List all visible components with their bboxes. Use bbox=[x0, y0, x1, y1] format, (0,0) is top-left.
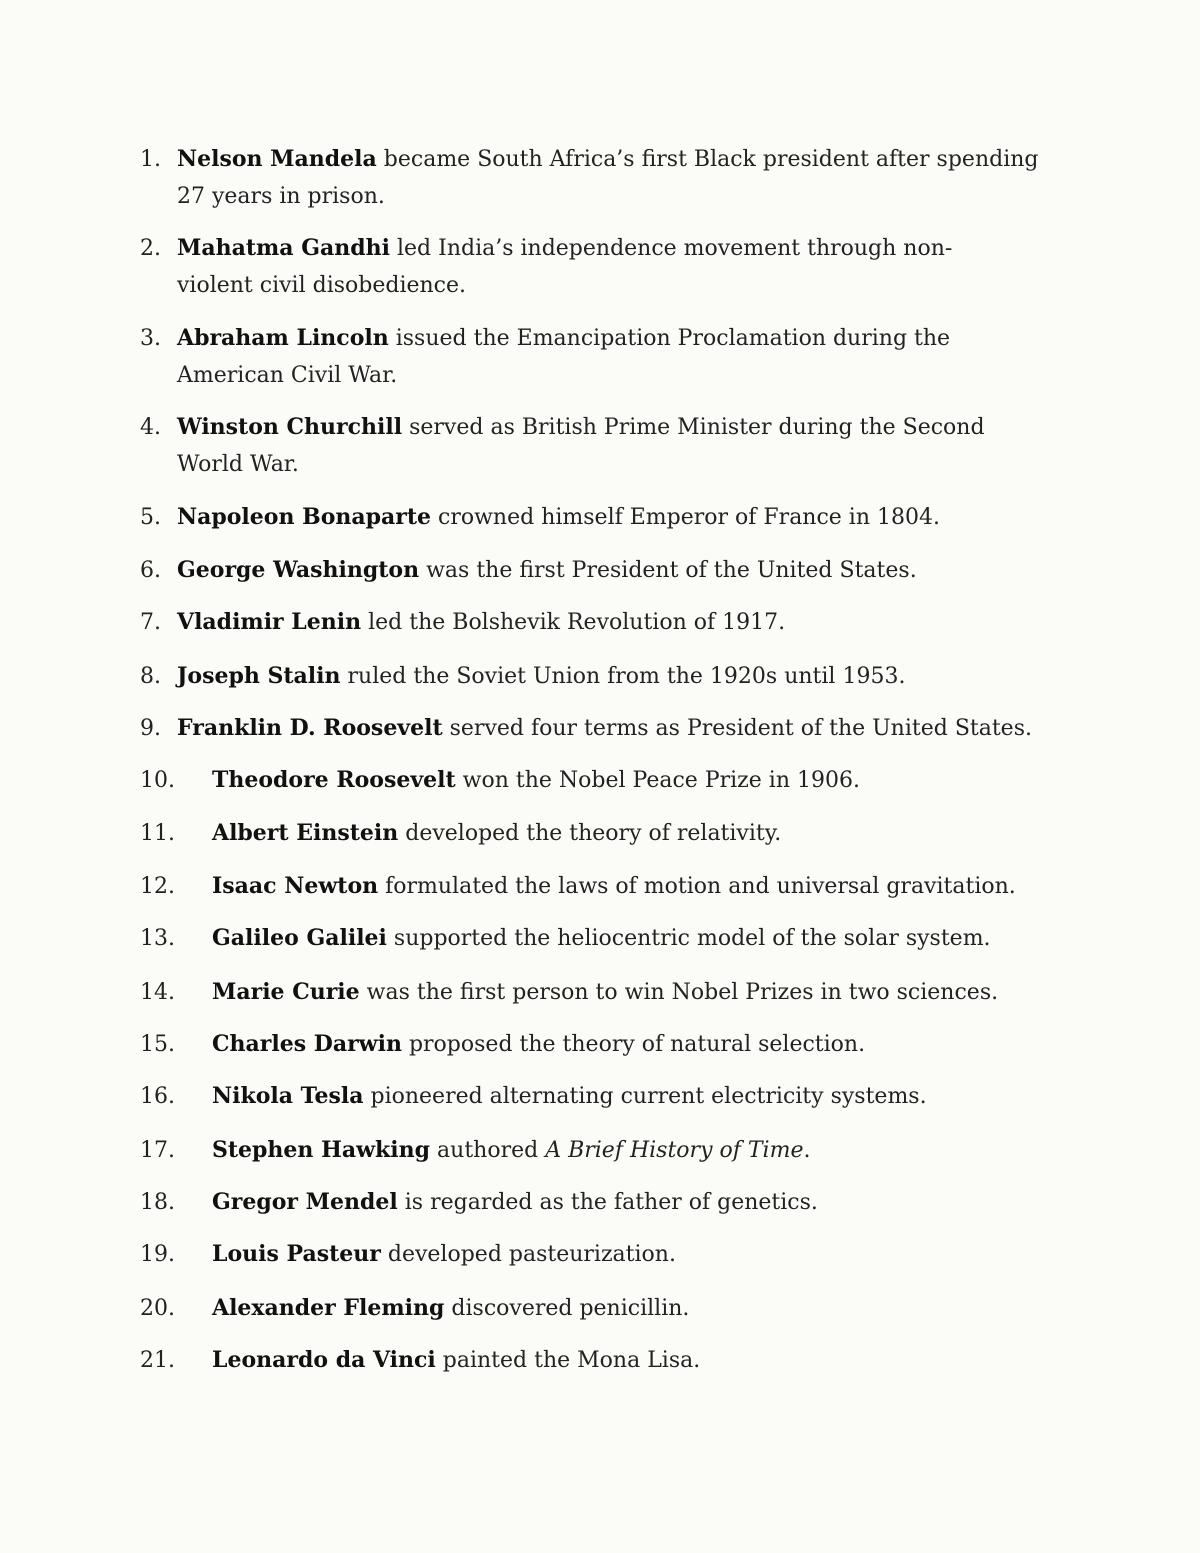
item-text: served four terms as President of the United States. bbox=[442, 716, 1032, 741]
item-number: 16. bbox=[140, 1084, 175, 1109]
item-body bbox=[212, 1026, 1102, 1063]
item-number: 8. bbox=[140, 664, 161, 689]
item-text-end: . bbox=[803, 1138, 811, 1163]
person-name: Franklin D. Roosevelt bbox=[177, 715, 443, 741]
item-number: 17. bbox=[140, 1138, 175, 1163]
item-number: 15. bbox=[140, 1032, 175, 1057]
item-text: won the Nobel Peace Prize in 1906. bbox=[455, 768, 860, 793]
person-name: Napoleon Bonaparte bbox=[177, 504, 432, 530]
item-text: became South Africa’s first Black president after spending bbox=[376, 147, 1039, 172]
item-text: supported the heliocentric model of the solar system. bbox=[386, 926, 991, 951]
item-text: ruled the Soviet Union from the 1920s until 1953. bbox=[340, 664, 906, 689]
item-text: issued the Emancipation Proclamation during the bbox=[388, 326, 951, 351]
person-name: Theodore Roosevelt bbox=[212, 767, 456, 793]
item-body bbox=[177, 658, 1067, 695]
item-text-continued: 27 years in prison. bbox=[177, 184, 385, 209]
item-text: served as British Prime Minister during the Second bbox=[402, 415, 985, 440]
item-body bbox=[177, 141, 1067, 215]
person-name: Leonardo da Vinci bbox=[212, 1347, 436, 1373]
item-text: formulated the laws of motion and universal gravitation. bbox=[378, 874, 1016, 899]
item-body bbox=[177, 552, 1067, 589]
item-text: developed the theory of relativity. bbox=[398, 821, 782, 846]
item-text: is regarded as the father of genetics. bbox=[397, 1190, 818, 1215]
item-number: 12. bbox=[140, 874, 175, 899]
item-number: 3. bbox=[140, 326, 161, 351]
person-name: Isaac Newton bbox=[212, 873, 379, 899]
item-body bbox=[212, 920, 1102, 957]
item-body bbox=[212, 1290, 1102, 1327]
item-number: 10. bbox=[140, 768, 175, 793]
person-name: Abraham Lincoln bbox=[177, 325, 389, 351]
person-name: Gregor Mendel bbox=[212, 1189, 398, 1215]
item-text: led India’s independence movement through non- bbox=[390, 236, 953, 261]
person-name: Charles Darwin bbox=[212, 1031, 402, 1057]
item-body bbox=[212, 1184, 1102, 1221]
item-number: 11. bbox=[140, 821, 175, 846]
item-text: painted the Mona Lisa. bbox=[435, 1348, 701, 1373]
item-body bbox=[177, 499, 1067, 536]
person-name: Nelson Mandela bbox=[177, 146, 377, 172]
item-number: 6. bbox=[140, 558, 161, 583]
person-name: Vladimir Lenin bbox=[177, 609, 362, 635]
person-name: Galileo Galilei bbox=[212, 925, 387, 951]
item-text: led the Bolshevik Revolution of 1917. bbox=[361, 610, 786, 635]
person-name: George Washington bbox=[177, 557, 420, 583]
item-number: 14. bbox=[140, 980, 175, 1005]
item-number: 4. bbox=[140, 415, 161, 440]
person-name: Louis Pasteur bbox=[212, 1241, 381, 1267]
book-title: A Brief History of Time bbox=[545, 1138, 804, 1163]
item-text: authored bbox=[430, 1138, 546, 1163]
item-body bbox=[212, 1078, 1102, 1115]
item-number: 20. bbox=[140, 1296, 175, 1321]
item-text: discovered penicillin. bbox=[444, 1296, 690, 1321]
item-text: pioneered alternating current electricity systems. bbox=[363, 1084, 927, 1109]
item-text: proposed the theory of natural selection. bbox=[401, 1032, 866, 1057]
item-number: 7. bbox=[140, 610, 161, 635]
item-text: developed pasteurization. bbox=[380, 1242, 676, 1267]
person-name: Alexander Fleming bbox=[212, 1295, 445, 1321]
item-body bbox=[212, 1132, 1102, 1169]
person-name: Albert Einstein bbox=[212, 820, 399, 846]
person-name: Mahatma Gandhi bbox=[177, 235, 390, 261]
item-text: crowned himself Emperor of France in 1804. bbox=[431, 505, 940, 530]
item-text: was the first President of the United States. bbox=[419, 558, 917, 583]
item-body bbox=[177, 409, 1067, 483]
item-body bbox=[212, 1342, 1102, 1379]
item-number: 19. bbox=[140, 1242, 175, 1267]
item-text-continued: American Civil War. bbox=[177, 363, 398, 388]
item-number: 9. bbox=[140, 716, 161, 741]
item-number: 1. bbox=[140, 147, 161, 172]
item-text-continued: World War. bbox=[177, 452, 299, 477]
item-body bbox=[212, 868, 1102, 905]
item-text-continued: violent civil disobedience. bbox=[177, 273, 467, 298]
person-name: Winston Churchill bbox=[177, 414, 403, 440]
item-text: was the first person to win Nobel Prizes in two sciences. bbox=[359, 980, 999, 1005]
item-number: 18. bbox=[140, 1190, 175, 1215]
item-body bbox=[212, 762, 1102, 799]
person-name: Marie Curie bbox=[212, 979, 360, 1005]
item-body bbox=[177, 320, 1067, 394]
item-body bbox=[212, 1236, 1102, 1273]
person-name: Joseph Stalin bbox=[177, 663, 341, 689]
person-name: Stephen Hawking bbox=[212, 1137, 431, 1163]
item-body bbox=[212, 974, 1102, 1011]
item-number: 2. bbox=[140, 236, 161, 261]
item-body bbox=[177, 230, 1067, 304]
person-name: Nikola Tesla bbox=[212, 1083, 364, 1109]
item-body bbox=[177, 710, 1067, 747]
item-number: 21. bbox=[140, 1348, 175, 1373]
item-number: 13. bbox=[140, 926, 175, 951]
item-number: 5. bbox=[140, 505, 161, 530]
item-body bbox=[212, 815, 1102, 852]
item-body bbox=[177, 604, 1067, 641]
